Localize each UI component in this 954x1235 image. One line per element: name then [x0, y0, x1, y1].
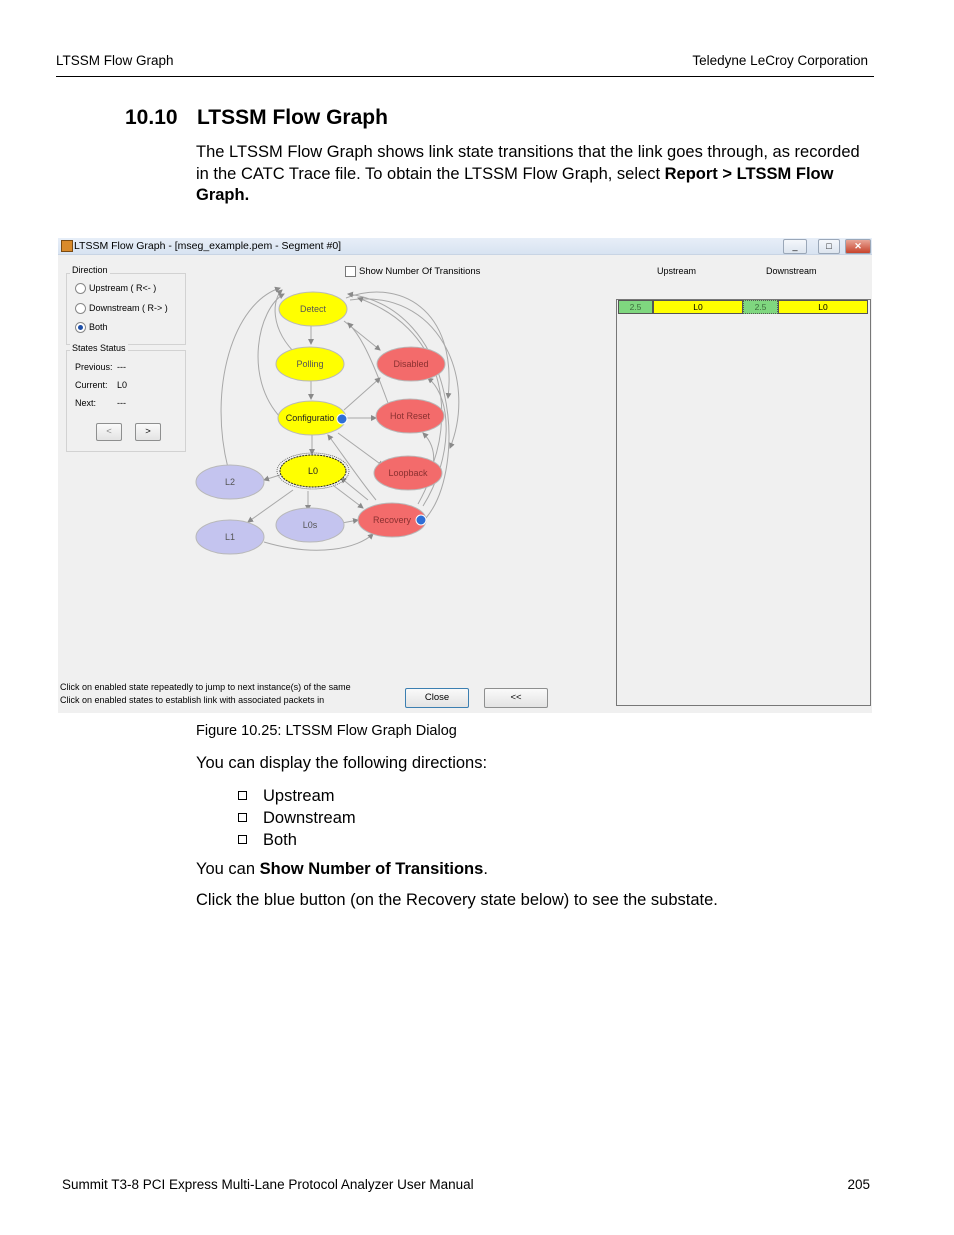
state-disabled-label: Disabled [393, 359, 429, 369]
close-button[interactable]: Close [405, 688, 469, 708]
downstream-speed-cell[interactable]: 2.5 [743, 300, 778, 314]
directions-intro: You can display the following directions: [196, 754, 488, 772]
edge-l0-recovery [334, 486, 363, 508]
edge-detect-disabled [344, 321, 380, 350]
edge-config-disabled [344, 378, 380, 410]
edge-recovery-l0 [341, 478, 368, 500]
upstream-state-cell[interactable]: L0 [653, 300, 743, 314]
bullet-box-icon [238, 813, 247, 822]
figure-caption: Figure 10.25: LTSSM Flow Graph Dialog [196, 723, 457, 739]
minimize-button[interactable]: _ [783, 239, 807, 254]
state-detect-label: Detect [299, 304, 327, 314]
upstream-speed-cell[interactable]: 2.5 [618, 300, 653, 314]
state-l0s-label: L0s [302, 520, 318, 530]
bullet-box-icon [238, 791, 247, 800]
section-title: LTSSM Flow Graph [197, 106, 388, 129]
state-loopback-label: Loopback [388, 468, 428, 478]
config-substate-icon[interactable] [337, 414, 347, 424]
edge-loopback-detect [358, 298, 442, 464]
previous-value: --- [117, 362, 126, 372]
ltssm-dialog-screenshot [58, 238, 872, 713]
list-item [238, 807, 356, 829]
edge-detect-hotreset [346, 292, 449, 398]
state-hot-reset-label: Hot Reset [389, 411, 431, 421]
running-header-left: LTSSM Flow Graph [56, 53, 174, 68]
previous-label: Previous: [75, 362, 113, 372]
show-transitions-paragraph [196, 859, 876, 881]
running-header-right: Teledyne LeCroy Corporation [692, 53, 868, 68]
states-status-label: States Status [72, 343, 126, 353]
current-value: L0 [117, 380, 128, 390]
state-l1-label: L1 [224, 532, 236, 542]
state-polling-label: Polling [296, 359, 324, 369]
radio-both-label: Both [89, 322, 108, 332]
edge-l0s-recovery [342, 520, 358, 523]
direction-label: Direction [72, 265, 108, 275]
hint-line-2: Click on enabled states to establish link with associated packets in [60, 695, 325, 705]
edge-l2-detect [221, 288, 280, 468]
upstream-column-header: Upstream [657, 266, 697, 276]
blue-button-paragraph: Click the blue button (on the Recovery state below) to see the substate. [196, 891, 718, 909]
next-state-button[interactable]: > [135, 423, 161, 441]
collapse-button[interactable]: << [484, 688, 548, 708]
maximize-button[interactable]: □ [818, 239, 840, 254]
bullet-text: Upstream [263, 787, 335, 805]
recovery-substate-icon[interactable] [416, 515, 426, 525]
radio-upstream-label: Upstream ( R<- ) [89, 283, 157, 293]
intro-paragraph [196, 142, 876, 207]
intro-text: The LTSSM Flow Graph shows link state transitions that the link goes through, as recorded in the CATC Trace file. To obtain the LTSSM Flow Graph, select [196, 143, 860, 183]
state-l2-label: L2 [224, 477, 236, 487]
state-configuration-label: Configuratio [285, 413, 335, 423]
intro-menu-path: Report > LTSSM Flow Graph. [196, 164, 834, 204]
prev-state-button[interactable]: < [96, 423, 122, 441]
bullet-text: Both [263, 831, 297, 849]
edge-config-loopback [338, 433, 383, 466]
state-l0-label: L0 [307, 466, 319, 476]
show-suffix: . [483, 860, 488, 878]
list-item [238, 785, 356, 807]
footer-manual-title: Summit T3-8 PCI Express Multi-Lane Protocol Analyzer User Manual [62, 1177, 474, 1192]
directions-list [238, 785, 356, 851]
page-number: 205 [847, 1177, 870, 1192]
radio-downstream-label: Downstream ( R-> ) [89, 303, 168, 313]
bullet-box-icon [238, 835, 247, 844]
next-value: --- [117, 398, 126, 408]
dialog-title: LTSSM Flow Graph - [mseg_example.pem - Segment #0] [74, 240, 342, 252]
edge-l0-l2 [264, 475, 280, 480]
section-number: 10.10 [125, 106, 178, 129]
next-label: Next: [75, 398, 97, 408]
state-recovery-label: Recovery [372, 515, 412, 525]
transition-list[interactable] [616, 299, 871, 706]
hint-line-1: Click on enabled state repeatedly to jump to next instance(s) of the same [60, 682, 351, 692]
section-heading [125, 106, 388, 130]
downstream-column-header: Downstream [766, 266, 817, 276]
show-prefix: You can [196, 860, 260, 878]
show-bold: Show Number of Transitions [259, 860, 484, 878]
bullet-text: Downstream [263, 809, 356, 827]
downstream-state-cell[interactable]: L0 [778, 300, 868, 314]
close-window-button[interactable]: ✕ [845, 239, 871, 254]
current-label: Current: [75, 380, 108, 390]
list-item [238, 829, 356, 851]
header-rule [56, 76, 874, 77]
show-transitions-label: Show Number Of Transitions [359, 266, 481, 278]
